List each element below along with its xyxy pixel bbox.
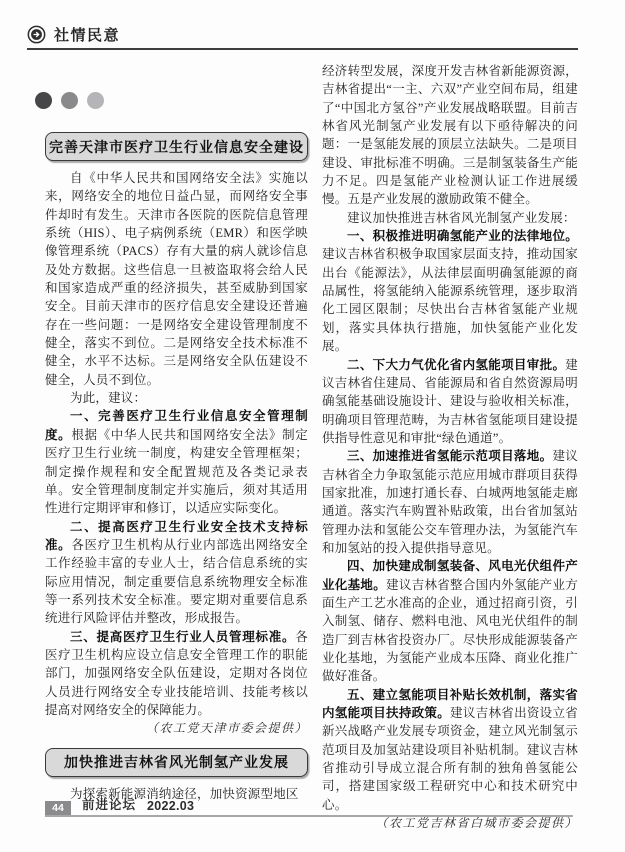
paragraph-lead: 三、加速推进省氢能示范项目落地。 — [347, 449, 553, 464]
paragraph-body: 根据《中华人民共和国网络安全法》制定医疗卫生行业统一制度，构建安全管理框架；制定操作规程和安全配置规范及各类记录表单。安全管理制度制定并实施后，须对其适用性进行定期评审和修订，以适应实际变化。 — [45, 427, 308, 516]
right-column — [322, 62, 578, 832]
paragraph — [322, 62, 578, 209]
paragraph — [322, 209, 578, 227]
paragraph-lead: 五、建立氢能项目补贴长效机制，落实省内氢能项目扶持政策。 — [322, 687, 578, 721]
paragraph-lead: 二、提高医疗卫生行业安全技术支持标准。 — [45, 519, 308, 552]
page-footer — [45, 800, 573, 817]
paragraph-lead: 三、提高医疗卫生行业人员管理标准。 — [70, 629, 296, 644]
paragraph-body: 建议吉林省出资设立省新兴战略产业发展专项资金，建立风光制氢示范项目及加氢站建设项目补贴机制。建议吉林省推动引导成立混合所有制的独角兽氢能公司，搭建国家级工程研究中心和技术研究中心。 — [322, 706, 578, 812]
paragraph-lead: 二、下大力气优化省内氢能项目审批。 — [347, 357, 566, 372]
issue-date: 2022.03 — [147, 799, 195, 813]
article-1-title: 完善天津市医疗卫生行业信息安全建设 — [49, 140, 304, 156]
paragraph — [322, 227, 578, 355]
article-1-title-box — [45, 132, 308, 161]
paragraph-lead: 四、加快建成制氢装备、风电光伏组件产业化基地。 — [322, 559, 578, 592]
paragraph-body: 为此，建议： — [70, 391, 147, 406]
section-label: 社情民意 — [54, 27, 121, 44]
article-2-title-box — [45, 748, 308, 777]
paragraph — [45, 389, 308, 407]
attribution — [45, 719, 308, 737]
paragraph — [322, 686, 578, 814]
page-number-badge: 44 — [45, 801, 71, 815]
dot-light — [87, 92, 104, 109]
section-header — [27, 24, 578, 50]
paragraph — [45, 407, 308, 517]
paragraph-body: 各医疗卫生机构应设立信息安全管理工作的职能部门，加强网络安全队伍建设，定期对各岗位人员进行网络安全专业技能培训、技能考核以提高对网络安全的保障能力。 — [45, 629, 308, 717]
paragraph-body: 建议吉林省全力争取氢能示范应用城市群项目获得国家批准，加速打通长春、白城两地氢能走廊通道。落实汽车购置补贴政策，出台省加氢站管理办法和氢能公交车管理办法，为氢能汽车和加氢站的投入提供指导意见。 — [322, 449, 578, 555]
paragraph-body: 建议加快推进吉林省风光制氢产业发展： — [347, 210, 576, 225]
paragraph-body: （农工党吉林省白城市委会提供） — [375, 816, 578, 831]
paragraph-body: 建议吉林省整合国内外氢能产业方面生产工艺水准高的企业，通过招商引资，引入制氢、储存、燃料电池、风电光伏组件的制造厂到吉林省投资办厂。尽快形成能源装备产业化基地，为氢能产业成本压降、商业化推广做好准备。 — [322, 577, 578, 684]
dots-decoration — [35, 92, 104, 109]
paragraph — [45, 169, 308, 389]
paragraph — [322, 557, 578, 685]
article-2-body-right — [322, 62, 578, 832]
dot-dark — [35, 92, 52, 109]
paragraph — [322, 447, 578, 557]
paragraph-body: 各医疗卫生机构从行业内部选出网络安全工作经验丰富的专业人士，结合信息系统的实际应用情况，制定重要信息系统物理安全标准等一系列技术安全标准。要定期对重要信息系统进行风险评估并整改，形成报告。 — [45, 537, 308, 626]
paragraph — [322, 356, 578, 448]
journal-name: 前进论坛 — [82, 798, 137, 812]
paragraph-body: （农工党天津市委会提供） — [145, 721, 308, 736]
paragraph-body: 为探索新能源消纳途径，加快资源型地区 — [70, 786, 299, 801]
dot-medium — [61, 92, 78, 109]
article-2-title: 加快推进吉林省风光制氢产业发展 — [64, 756, 289, 772]
paragraph-lead: 一、积极推进明确氢能产业的法律地位。 — [347, 229, 578, 244]
left-column — [45, 132, 308, 803]
paragraph-body: 经济转型发展，深度开发吉林省新能源资源，吉林省提出“一主、六双”产业空间布局，组建了“中国北方氢谷”产业发展战略联盟。目前吉林省风光制氢产业发展有以下亟待解决的问题：一是氢能发展的顶层立法缺失。二是项目建设、审批标准不明确。三是制氢装备生产能力不足。四是氢能产业检测认证工作进展缓慢。五是产业发展的激励政策不健全。 — [322, 64, 578, 207]
paragraph — [45, 628, 308, 720]
circle-arrow-icon — [27, 25, 46, 44]
article-1-body — [45, 169, 308, 738]
paragraph-lead: 一、完善医疗卫生行业信息安全管理制度。 — [45, 409, 308, 442]
paragraph-body: 自《中华人民共和国网络安全法》实施以来，网络安全的地位日益凸显，而网络安全事件却时有发生。天津市各医院的医院信息管理系统（HIS）、电子病例系统（EMR）和医学映像管理系统（PACS）存有大量的病人就诊信息及处方数据。这些信息一旦被盗取将会给人民和国家造成严重的经济损失，甚至威胁到国家安全。目前天津市的医疗信息安全建设还普遍存在一些问题：一是网络安全建设管理制度不健全，落实不到位。二是网络安全技术标准不健全，水平不达标。三是网络安全队伍建设不健全，人员不到位。 — [45, 171, 308, 387]
paragraph — [45, 518, 308, 628]
paragraph-body: 建议吉林省住建局、省能源局和省自然资源局明确氢能基础设施设计、建设与验收相关标准，明确项目管理范畴，为吉林省氢能项目建设提供指导性意见和审批“绿色通道”。 — [322, 357, 578, 445]
paragraph-body: 建议吉林省积极争取国家层面支持，推动国家出台《能源法》，从法律层面明确氢能源的商品属性，将氢能纳入能源系统管理，逐步取消化工园区限制；尽快出台吉林省氢能产业规划，落实具体执行措施，加快氢能产业化发展。 — [322, 247, 578, 354]
